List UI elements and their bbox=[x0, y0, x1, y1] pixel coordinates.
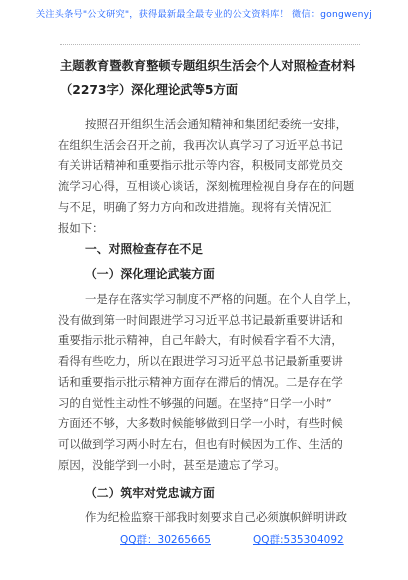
intro-line-1: 按照召开组织生活会通知精神和集团纪委统一安排， bbox=[85, 117, 347, 131]
body-paragraph-2 bbox=[58, 507, 358, 528]
body1-line-7: 方面还不够，大多数时候能够做到日学一小时，有些时候 bbox=[58, 416, 343, 431]
title-line-2: （2273字）深化理论武等5方面 bbox=[60, 83, 239, 97]
body1-line-8: 可以做到学习两小时左右，但也有时候因为工作、生活的 bbox=[58, 436, 343, 451]
section-heading-1: 一、对照检查存在不足 bbox=[85, 242, 203, 256]
intro-line-2: 在组织生活会召开之前，我再次认真学习了习近平总书记 bbox=[58, 137, 343, 152]
intro-line-3: 有关讲话精神和重要指示批示等内容，积极同支部党员交 bbox=[58, 158, 343, 173]
header-banner: 关注头条号"公文研究"，获得最新最全最专业的公文资料库！ 微信：gongwenyj bbox=[35, 9, 373, 20]
footer-qq-group-1[interactable]: QQ群：30265665 bbox=[120, 534, 211, 546]
subsection-heading-2: （二）筑牢对党忠诚方面 bbox=[85, 486, 215, 500]
intro-line-5: 与不足，明确了努力方向和改进措施。现将有关情况汇 bbox=[58, 199, 332, 214]
header-divider bbox=[60, 44, 360, 45]
body1-line-9: 原因，没能学到一小时，甚至是遗忘了学习。 bbox=[58, 457, 286, 472]
body1-line-4: 看得有些吃力，所以在跟进学习习近平总书记最新重要讲 bbox=[58, 354, 343, 369]
subsection-heading-1: （一）深化理论武装方面 bbox=[85, 267, 215, 281]
body1-line-2: 没有做到第一时间跟进学习习近平总书记最新重要讲话和 bbox=[58, 312, 343, 327]
footer-contact bbox=[120, 532, 344, 547]
body1-line-6: 习的自觉性主动性不够强的问题。在坚持“日学一小时” bbox=[58, 395, 332, 410]
footer-qq-group-2[interactable]: QQ群:535304092 bbox=[252, 534, 344, 546]
intro-line-6: 报如下： bbox=[58, 220, 104, 235]
body1-line-5: 话和重要指示批示精神方面存在滞后的情况。二是存在学 bbox=[58, 374, 343, 389]
body1-line-3: 重要指示批示精神，自己年龄大，有时候看字看不大清， bbox=[58, 333, 343, 348]
body2-line-1: 作为纪检监察干部我时刻要求自己必须旗帜鲜明讲政 bbox=[85, 510, 347, 524]
document-title bbox=[58, 54, 358, 102]
body-paragraph-1 bbox=[58, 289, 358, 475]
body1-line-1: 一是存在落实学习制度不严格的问题。在个人自学上， bbox=[85, 292, 359, 306]
intro-paragraph bbox=[58, 114, 358, 238]
intro-line-4: 流学习心得，互相谈心谈话，深刻梳理检视自身存在的问题 bbox=[58, 179, 355, 194]
title-line-1: 主题教育暨教育整顿专题组织生活会个人对照检查材料 bbox=[60, 59, 356, 73]
